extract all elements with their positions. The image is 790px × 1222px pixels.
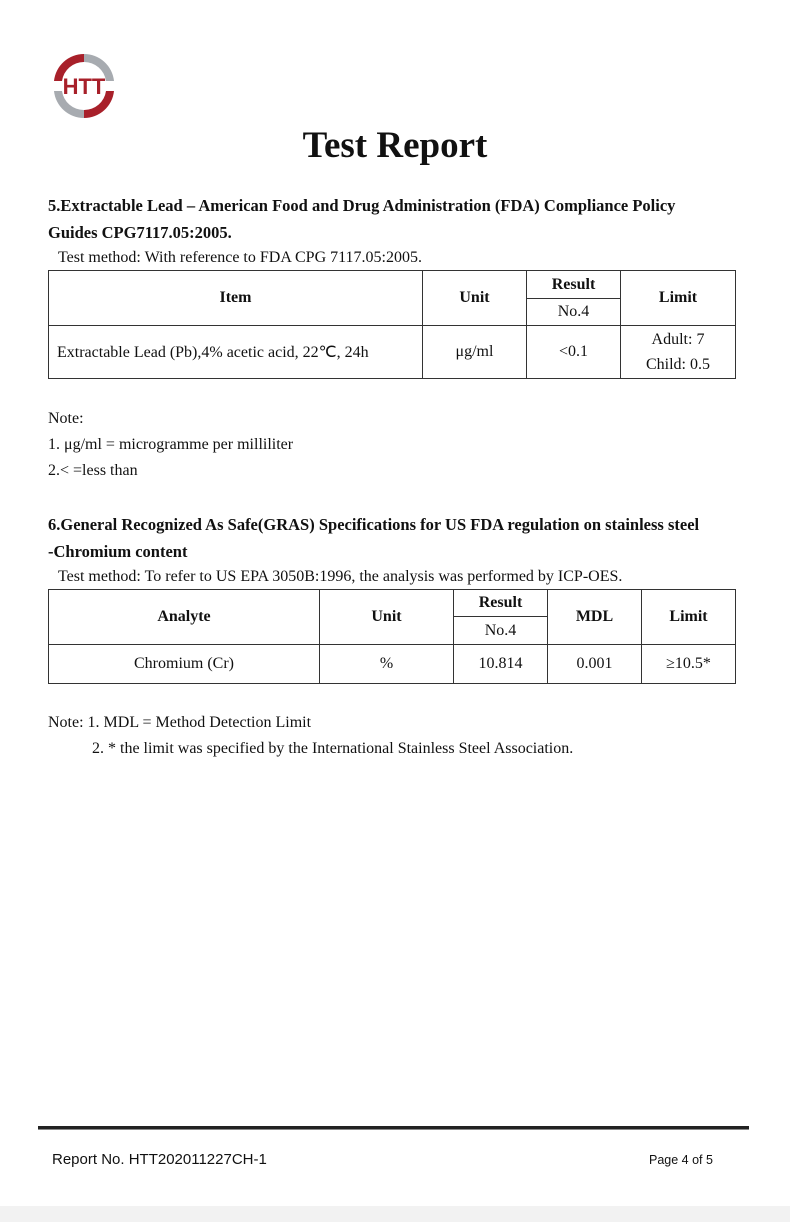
cell-result: <0.1 bbox=[527, 326, 621, 379]
page-number: Page 4 of 5 bbox=[649, 1153, 713, 1167]
header-analyte: Analyte bbox=[49, 590, 320, 645]
table-row bbox=[49, 326, 736, 379]
section6-method: Test method: To refer to US EPA 3050B:1996, the analysis was performed by ICP-OES. bbox=[58, 568, 623, 585]
htt-logo bbox=[46, 48, 122, 124]
heading-line: 6.General Recognized As Safe(GRAS) Specifications for US FDA regulation on stainless steel bbox=[48, 515, 700, 534]
section6-heading bbox=[48, 511, 699, 565]
heading-line: -Chromium content bbox=[48, 542, 188, 561]
header-sample: No.4 bbox=[527, 299, 621, 326]
section6-note-2: 2. * the limit was specified by the International Stainless Steel Association. bbox=[92, 740, 574, 757]
bottom-margin bbox=[0, 1206, 790, 1222]
header-limit: Limit bbox=[621, 271, 736, 326]
table-row bbox=[49, 645, 736, 684]
page-title: Test Report bbox=[302, 125, 488, 166]
cell-limit: ≥10.5* bbox=[642, 645, 736, 684]
section5-notes bbox=[48, 406, 293, 484]
header-unit: Unit bbox=[320, 590, 454, 645]
cell-unit: % bbox=[320, 645, 454, 684]
svg-text:HTT: HTT bbox=[62, 74, 106, 99]
header-unit: Unit bbox=[423, 271, 527, 326]
section5-heading bbox=[48, 192, 675, 246]
cell-unit: μg/ml bbox=[423, 326, 527, 379]
chromium-table bbox=[48, 589, 736, 684]
note: 2.< =less than bbox=[48, 462, 138, 479]
cell-item: Extractable Lead (Pb),4% acetic acid, 22℃, 24h bbox=[49, 326, 423, 379]
heading-line: Guides CPG7117.05:2005. bbox=[48, 223, 232, 242]
section6-note-1: Note: 1. MDL = Method Detection Limit bbox=[48, 714, 312, 731]
header-sample: No.4 bbox=[454, 617, 548, 645]
header-limit: Limit bbox=[642, 590, 736, 645]
limit-adult: Adult: 7 bbox=[651, 331, 705, 348]
note: 1. μg/ml = microgramme per milliliter bbox=[48, 436, 294, 453]
cell-mdl: 0.001 bbox=[548, 645, 642, 684]
heading-line: 5.Extractable Lead – American Food and Drug Administration (FDA) Compliance Policy bbox=[48, 196, 676, 215]
report-number: Report No. HTT202011227CH-1 bbox=[52, 1151, 267, 1168]
cell-analyte: Chromium (Cr) bbox=[49, 645, 320, 684]
footer-divider bbox=[38, 1126, 749, 1130]
lead-table bbox=[48, 270, 736, 379]
cell-limit bbox=[621, 326, 736, 379]
header-item: Item bbox=[49, 271, 423, 326]
header-mdl: MDL bbox=[548, 590, 642, 645]
limit-child: Child: 0.5 bbox=[645, 356, 710, 373]
header-result: Result bbox=[454, 590, 548, 617]
cell-result: 10.814 bbox=[454, 645, 548, 684]
section5-method: Test method: With reference to FDA CPG 7117.05:2005. bbox=[58, 249, 422, 266]
note-title: Note: bbox=[48, 410, 84, 427]
header-result: Result bbox=[527, 271, 621, 299]
